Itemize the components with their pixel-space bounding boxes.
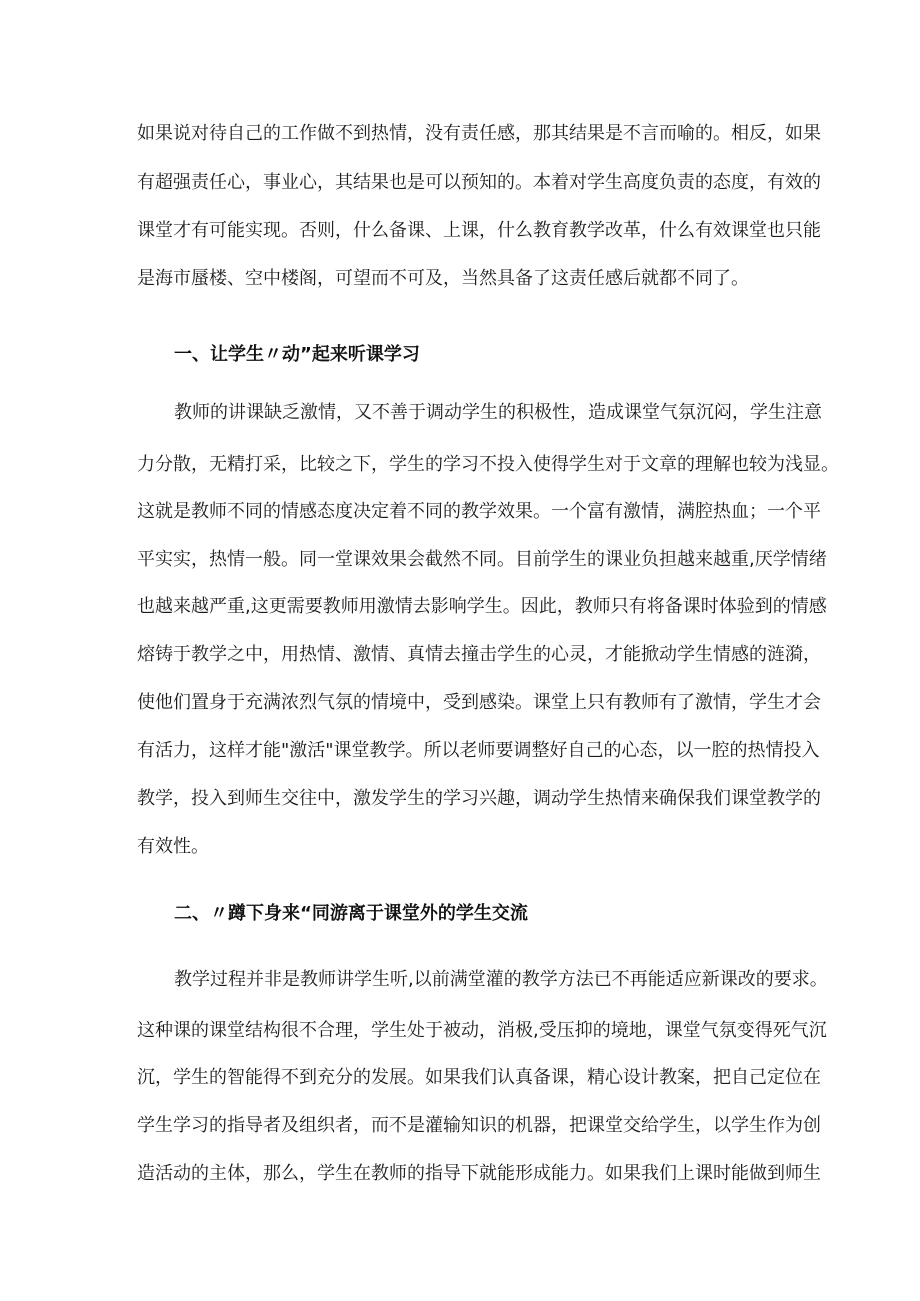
- section1-line: 也越来越严重,这更需要教师用激情去影响学生。因此，教师只有将备课时体验到的情感: [137, 596, 827, 617]
- section2-line: 造活动的主体，那么，学生在教师的指导下就能形成能力。如果我们上课时能做到师生: [137, 1163, 821, 1184]
- section1-line: 熔铸于教学之中，用热情、激情、真情去撞击学生的心灵，才能掀动学生情感的涟漪，: [137, 644, 821, 665]
- section2-line: 学生学习的指导者及组织者，而不是灌输知识的机器，把课堂交给学生，以学生作为创: [137, 1115, 821, 1136]
- section1-line: 教师的讲课缺乏激情，又不善于调动学生的积极性，造成课堂气氛沉闷，学生注意: [174, 402, 822, 423]
- section2-line: 沉，学生的智能得不到充分的发展。如果我们认真备课，精心设计教案，把自己定位在: [137, 1067, 821, 1088]
- section1-line: 使他们置身于充满浓烈气氛的情境中，受到感染。课堂上只有教师有了激情，学生才会: [137, 692, 821, 713]
- section2-line: 教学过程并非是教师讲学生听,以前满堂灌的教学方法已不再能适应新课改的要求。: [174, 969, 828, 990]
- section1-line: 平实实，热情一般。同一堂课效果会截然不同。目前学生的课业负担越来越重,厌学情绪: [137, 549, 827, 570]
- section2-line: 这种课的课堂结构很不合理，学生处于被动，消极,受压抑的境地，课堂气氛变得死气沉: [137, 1020, 827, 1041]
- section1-line: 有效性。: [137, 836, 209, 857]
- section1-line: 教学，投入到师生交往中，激发学生的学习兴趣，调动学生热情来确保我们课堂教学的: [137, 788, 821, 809]
- section-heading-2: 二、〃蹲下身来“同游离于课堂外的学生交流: [174, 903, 528, 924]
- section1-line: 有活力，这样才能"激活"课堂教学。所以老师要调整好自己的心态，以一腔的热情投入: [137, 740, 820, 761]
- intro-line: 有超强责任心，事业心，其结果也是可以预知的。本着对学生高度负责的态度，有效的: [137, 172, 821, 193]
- intro-line: 如果说对待自己的工作做不到热情，没有责任感，那其结果是不言而喻的。相反，如果: [137, 123, 821, 144]
- section1-line: 力分散，无精打采，比较之下，学生的学习不投入使得学生对于文章的理解也较为浅显。: [137, 454, 839, 475]
- section1-line: 这就是教师不同的情感态度决定着不同的教学效果。一个富有激情，满腔热血；一个平: [137, 501, 821, 522]
- intro-line: 是海市蜃楼、空中楼阁，可望而不可及，当然具备了这责任感后就都不同了。: [137, 268, 749, 289]
- section-heading-1: 一、让学生〃动”起来听课学习: [174, 344, 420, 365]
- intro-line: 课堂才有可能实现。否则，什么备课、上课，什么教育教学改革，什么有效课堂也只能: [137, 220, 821, 241]
